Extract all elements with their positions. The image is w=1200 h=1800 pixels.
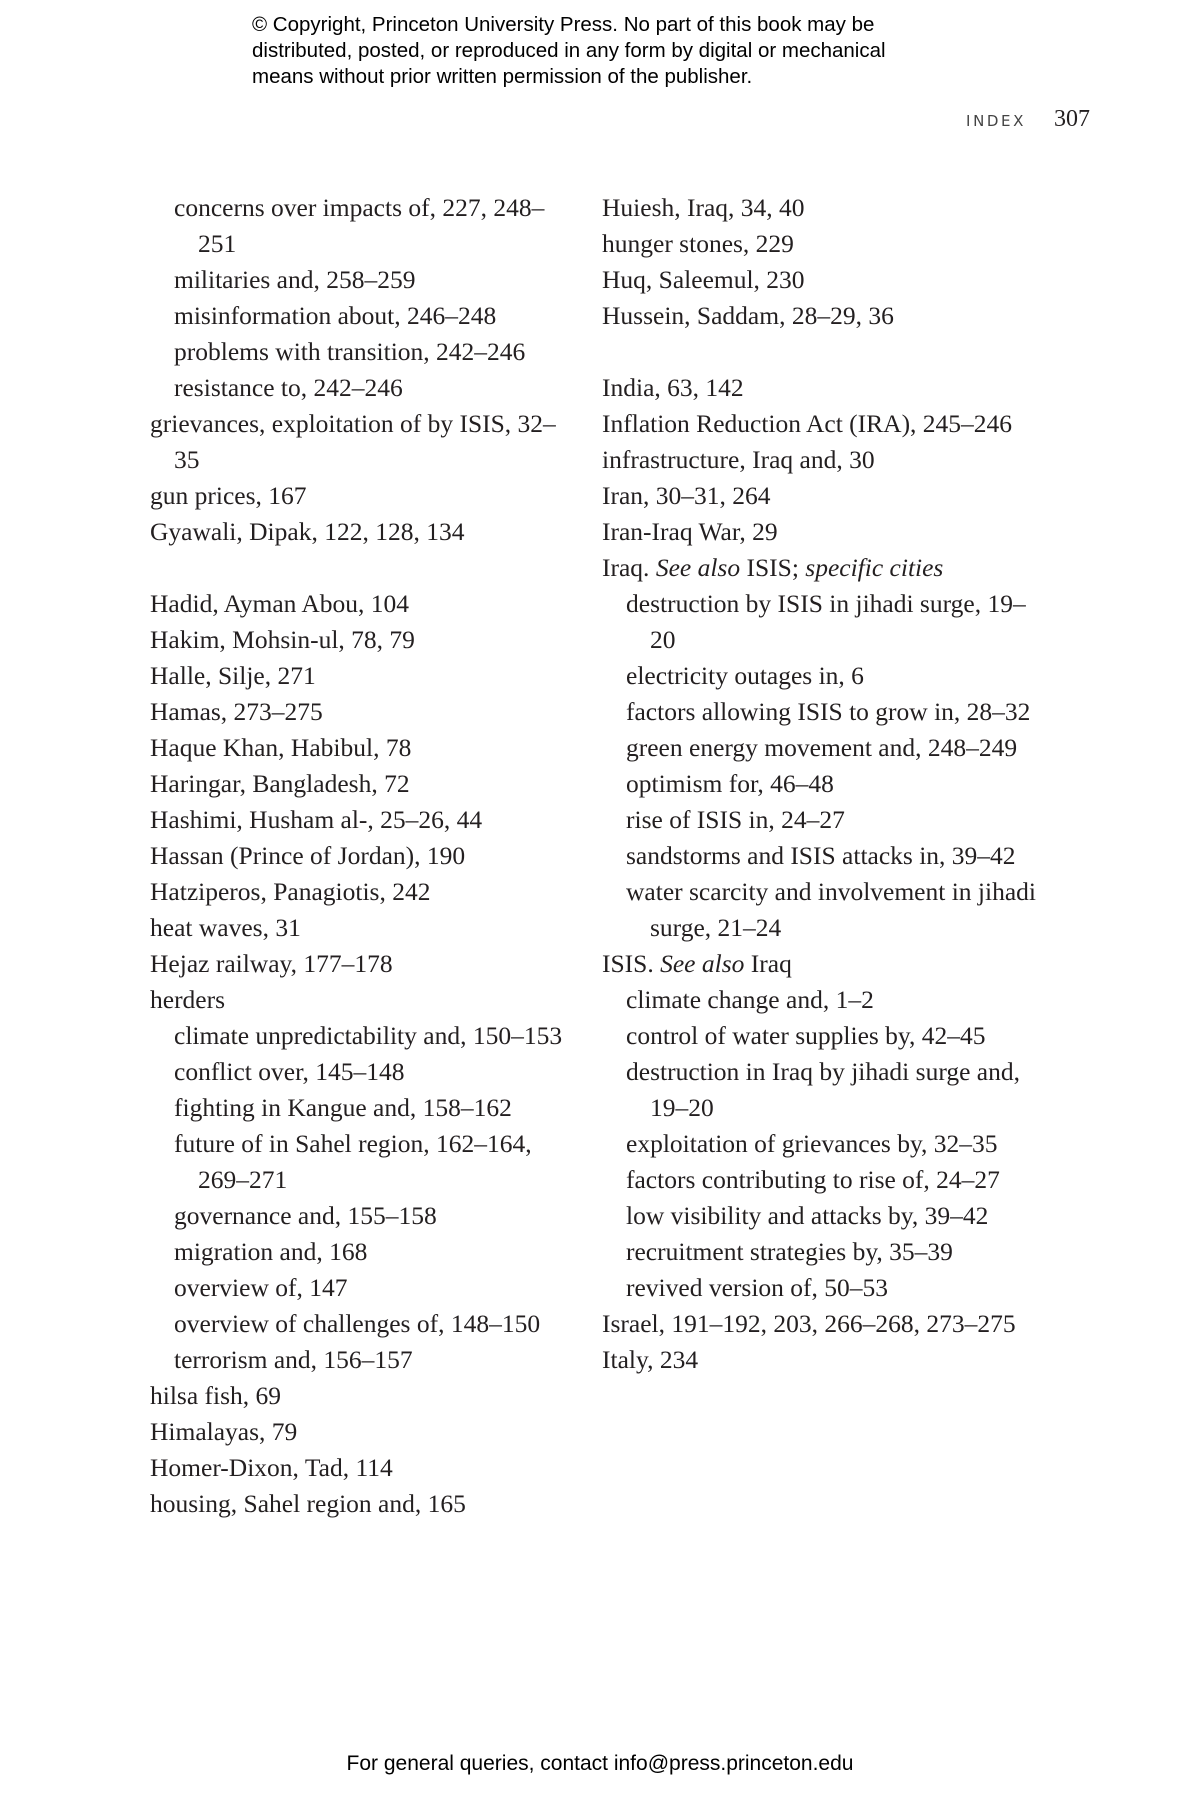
index-entry: hunger stones, 229 xyxy=(602,229,794,258)
index-entry: housing, Sahel region and, 165 xyxy=(150,1489,466,1518)
index-subentry: recruitment strategies by, 35–39 xyxy=(626,1237,953,1266)
index-subentry: misinformation about, 246–248 xyxy=(174,301,497,330)
index-entry: Huq, Saleemul, 230 xyxy=(602,265,805,294)
index-entry: Hassan (Prince of Jordan), 190 xyxy=(150,841,466,870)
index-entry: Hatziperos, Panagiotis, 242 xyxy=(150,877,431,906)
running-head-label: INDEX xyxy=(966,112,1026,130)
index-subentry: factors allowing ISIS to grow in, 28–32 xyxy=(626,697,1031,726)
index-subentry: resistance to, 242–246 xyxy=(174,373,403,402)
index-subentry: terrorism and, 156–157 xyxy=(174,1345,413,1374)
index-entry: gun prices, 167 xyxy=(150,481,307,510)
index-entry: Iraq. See also ISIS; specific cities xyxy=(602,553,944,582)
index-subentry: fighting in Kangue and, 158–162 xyxy=(174,1093,512,1122)
index-subentry: governance and, 155–158 xyxy=(174,1201,437,1230)
index-entry: Haringar, Bangladesh, 72 xyxy=(150,769,410,798)
index-entry: Hashimi, Husham al-, 25–26, 44 xyxy=(150,805,483,834)
index-subentry: climate unpredictability and, 150–153 xyxy=(174,1021,563,1050)
index-column-left xyxy=(150,190,580,1522)
index-subentry: climate change and, 1–2 xyxy=(626,985,874,1014)
index-subentry: militaries and, 258–259 xyxy=(174,265,416,294)
running-head xyxy=(966,106,1090,133)
index-subentry: overview of, 147 xyxy=(174,1273,348,1302)
index-entry: Iran, 30–31, 264 xyxy=(602,481,771,510)
footer-contact: For general queries, contact info@press.princeton.edu xyxy=(346,1752,854,1775)
index-entry: India, 63, 142 xyxy=(602,373,744,402)
index-entry: hilsa fish, 69 xyxy=(150,1381,282,1410)
index-entry: Homer-Dixon, Tad, 114 xyxy=(150,1453,393,1482)
index-entry: Israel, 191–192, 203, 266–268, 273–275 xyxy=(602,1309,1016,1338)
index-entry: Iran-Iraq War, 29 xyxy=(602,517,778,546)
index-entry: herders xyxy=(150,985,226,1014)
index-entry: Huiesh, Iraq, 34, 40 xyxy=(602,193,805,222)
index-subentry: water scarcity and involvement in jihadi surge, 21–24 xyxy=(626,877,1036,942)
index-column-right xyxy=(602,190,1042,1378)
page-number: 307 xyxy=(1054,106,1090,132)
index-entry: Italy, 234 xyxy=(602,1345,699,1374)
copyright-line: © Copyright, Princeton University Press. No part of this book may be xyxy=(252,13,875,36)
index-subentry: control of water supplies by, 42–45 xyxy=(626,1021,986,1050)
index-subentry: destruction by ISIS in jihadi surge, 19–20 xyxy=(626,589,1026,654)
index-entry: Gyawali, Dipak, 122, 128, 134 xyxy=(150,517,465,546)
index-subentry: migration and, 168 xyxy=(174,1237,368,1266)
index-entry: Himalayas, 79 xyxy=(150,1417,298,1446)
index-subentry: problems with transition, 242–246 xyxy=(174,337,526,366)
copyright-notice xyxy=(252,12,1012,90)
index-subentry: exploitation of grievances by, 32–35 xyxy=(626,1129,998,1158)
index-entry: Halle, Silje, 271 xyxy=(150,661,316,690)
index-subentry: overview of challenges of, 148–150 xyxy=(174,1309,541,1338)
index-subentry: factors contributing to rise of, 24–27 xyxy=(626,1165,1000,1194)
index-subentry: destruction in Iraq by jihadi surge and, 19–20 xyxy=(626,1057,1020,1122)
index-subentry: green energy movement and, 248–249 xyxy=(626,733,1018,762)
index-entry: Hamas, 273–275 xyxy=(150,697,323,726)
index-entry: Hussein, Saddam, 28–29, 36 xyxy=(602,301,894,330)
index-entry: infrastructure, Iraq and, 30 xyxy=(602,445,875,474)
index-entry: Hakim, Mohsin-ul, 78, 79 xyxy=(150,625,415,654)
index-subentry: conflict over, 145–148 xyxy=(174,1057,405,1086)
copyright-line: means without prior written permission of the publisher. xyxy=(252,65,753,88)
index-entry: Haque Khan, Habibul, 78 xyxy=(150,733,412,762)
index-subentry: future of in Sahel region, 162–164, 269–271 xyxy=(174,1129,532,1194)
index-entry: heat waves, 31 xyxy=(150,913,301,942)
index-subentry: electricity outages in, 6 xyxy=(626,661,864,690)
index-entry: Hejaz railway, 177–178 xyxy=(150,949,393,978)
index-subentry: rise of ISIS in, 24–27 xyxy=(626,805,845,834)
index-subentry: optimism for, 46–48 xyxy=(626,769,834,798)
index-subentry: sandstorms and ISIS attacks in, 39–42 xyxy=(626,841,1016,870)
index-subentry: concerns over impacts of, 227, 248–251 xyxy=(174,193,545,258)
index-entry: ISIS. See also Iraq xyxy=(602,949,792,978)
copyright-line: distributed, posted, or reproduced in any form by digital or mechanical xyxy=(252,39,886,62)
index-subentry: revived version of, 50–53 xyxy=(626,1273,889,1302)
index-subentry: low visibility and attacks by, 39–42 xyxy=(626,1201,989,1230)
index-entry: grievances, exploitation of by ISIS, 32–35 xyxy=(150,409,556,474)
index-entry: Inflation Reduction Act (IRA), 245–246 xyxy=(602,409,1013,438)
index-entry: Hadid, Ayman Abou, 104 xyxy=(150,589,410,618)
